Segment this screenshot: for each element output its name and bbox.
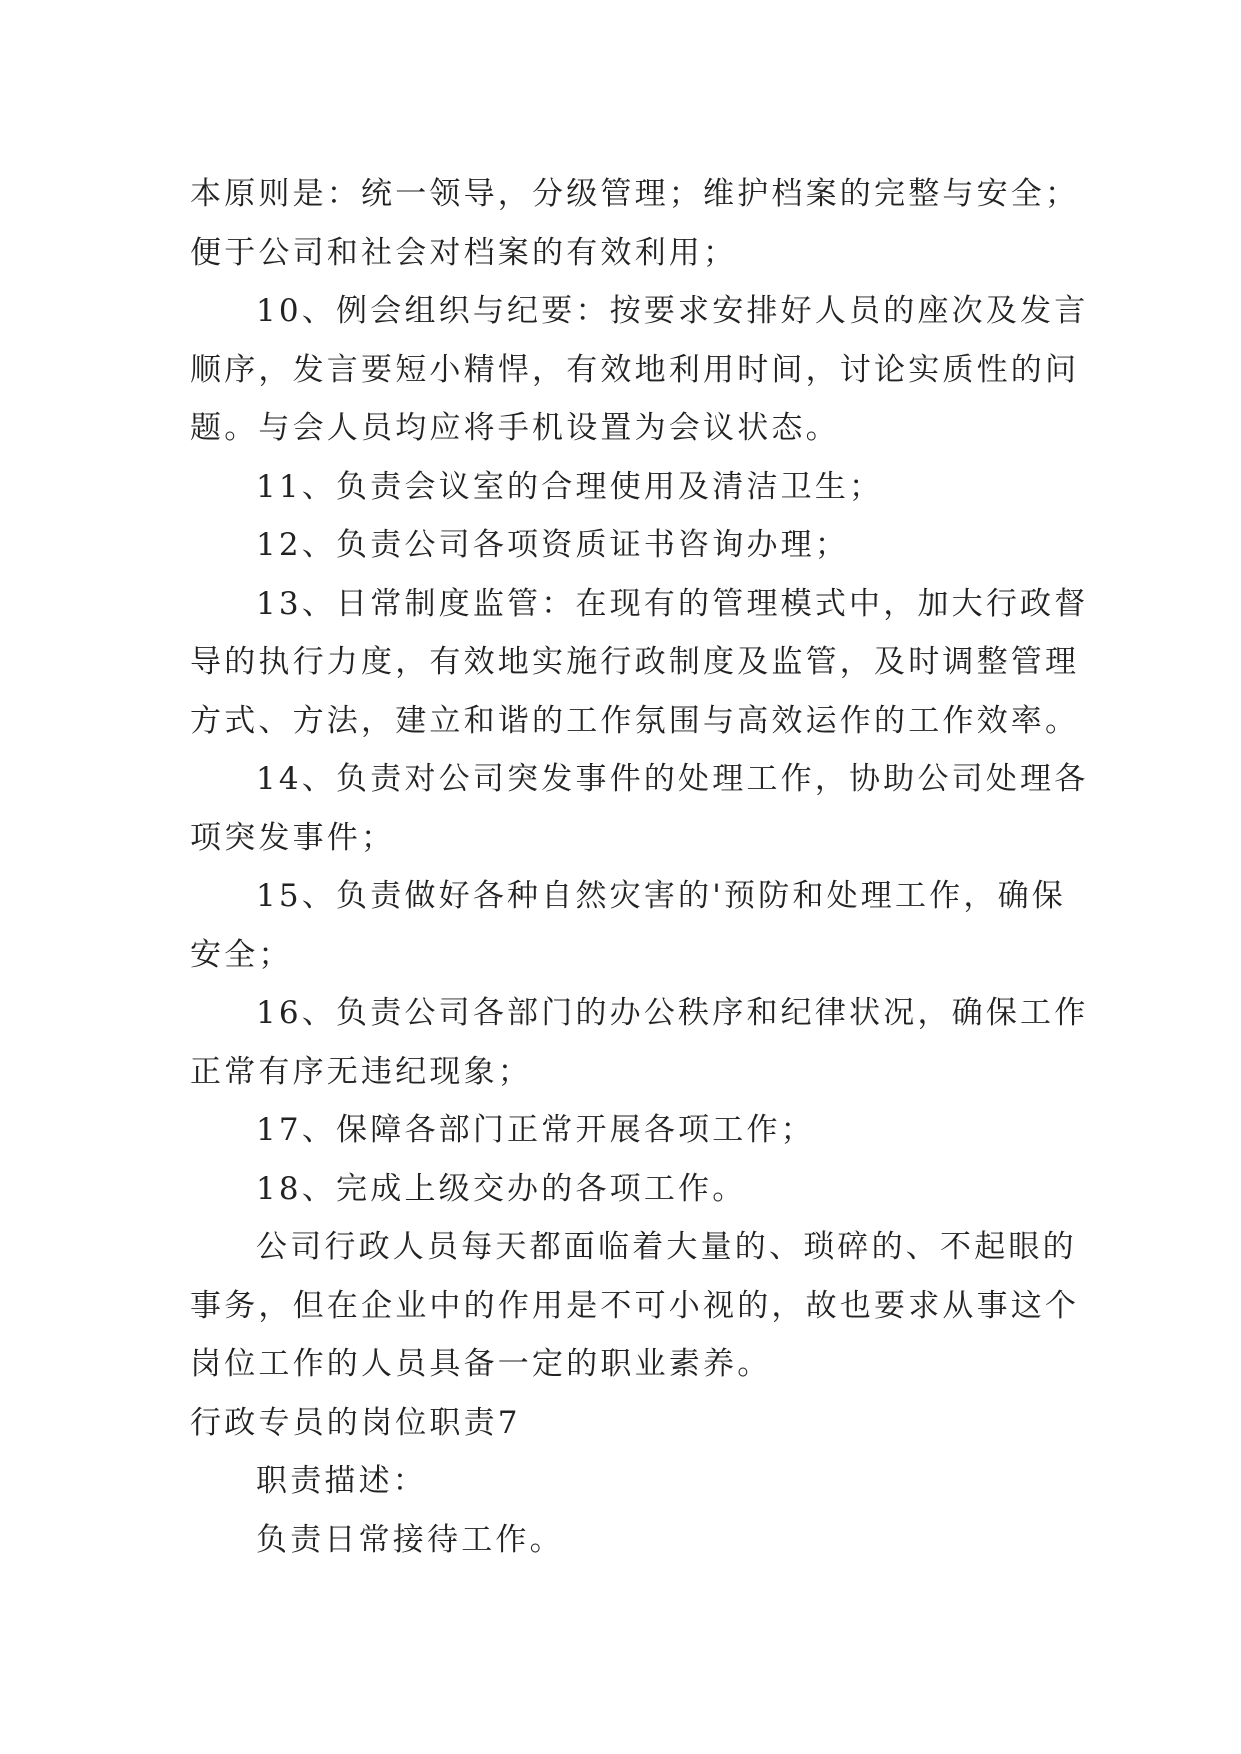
text-line-17: 17、保障各部门正常开展各项工作；	[256, 1112, 815, 1148]
text-line-24: 负责日常接待工作。	[256, 1521, 564, 1558]
text-line-15: 16、负责公司各部门的办公秩序和纪律状况，确保工作	[256, 995, 1089, 1031]
text-line-10: 方式、方法，建立和谐的工作氛围与高效运作的工作效率。	[190, 702, 1080, 739]
text-line-13: 15、负责做好各种自然灾害的'预防和处理工作，确保	[256, 878, 1066, 914]
section-heading: 行政专员的岗位职责7	[190, 1404, 521, 1441]
document-page	[190, 165, 1089, 1569]
text-line-8: 13、日常制度监管：在现有的管理模式中，加大行政督	[256, 585, 1089, 622]
text-line-1: 本原则是：统一领导，分级管理；维护档案的完整与安全；	[190, 176, 1080, 212]
text-line-11: 14、负责对公司突发事件的处理工作，协助公司处理各	[256, 761, 1089, 797]
text-line-12: 项突发事件；	[190, 819, 396, 856]
text-line-23: 职责描述：	[256, 1463, 427, 1499]
text-line-16: 正常有序无违纪现象；	[190, 1053, 532, 1090]
text-line-21: 岗位工作的人员具备一定的职业素养。	[190, 1346, 772, 1382]
text-line-7: 12、负责公司各项资质证书咨询办理；	[256, 527, 850, 563]
text-line-14: 安全；	[190, 936, 293, 973]
text-line-20: 事务，但在企业中的作用是不可小视的，故也要求从事这个	[190, 1287, 1080, 1324]
text-line-6: 11、负责会议室的合理使用及清洁卫生；	[256, 468, 884, 505]
text-line-9: 导的执行力度，有效地实施行政制度及监管，及时调整管理	[190, 644, 1080, 680]
text-line-3: 10、例会组织与纪要：按要求安排好人员的座次及发言	[256, 293, 1089, 329]
text-line-19: 公司行政人员每天都面临着大量的、琐碎的、不起眼的	[256, 1229, 1077, 1265]
text-line-2: 便于公司和社会对档案的有效利用；	[190, 234, 738, 271]
text-line-5: 题。与会人员均应将手机设置为会议状态。	[190, 410, 840, 446]
text-line-4: 顺序，发言要短小精悍，有效地利用时间，讨论实质性的问	[190, 351, 1080, 388]
text-line-18: 18、完成上级交办的各项工作。	[256, 1170, 747, 1207]
